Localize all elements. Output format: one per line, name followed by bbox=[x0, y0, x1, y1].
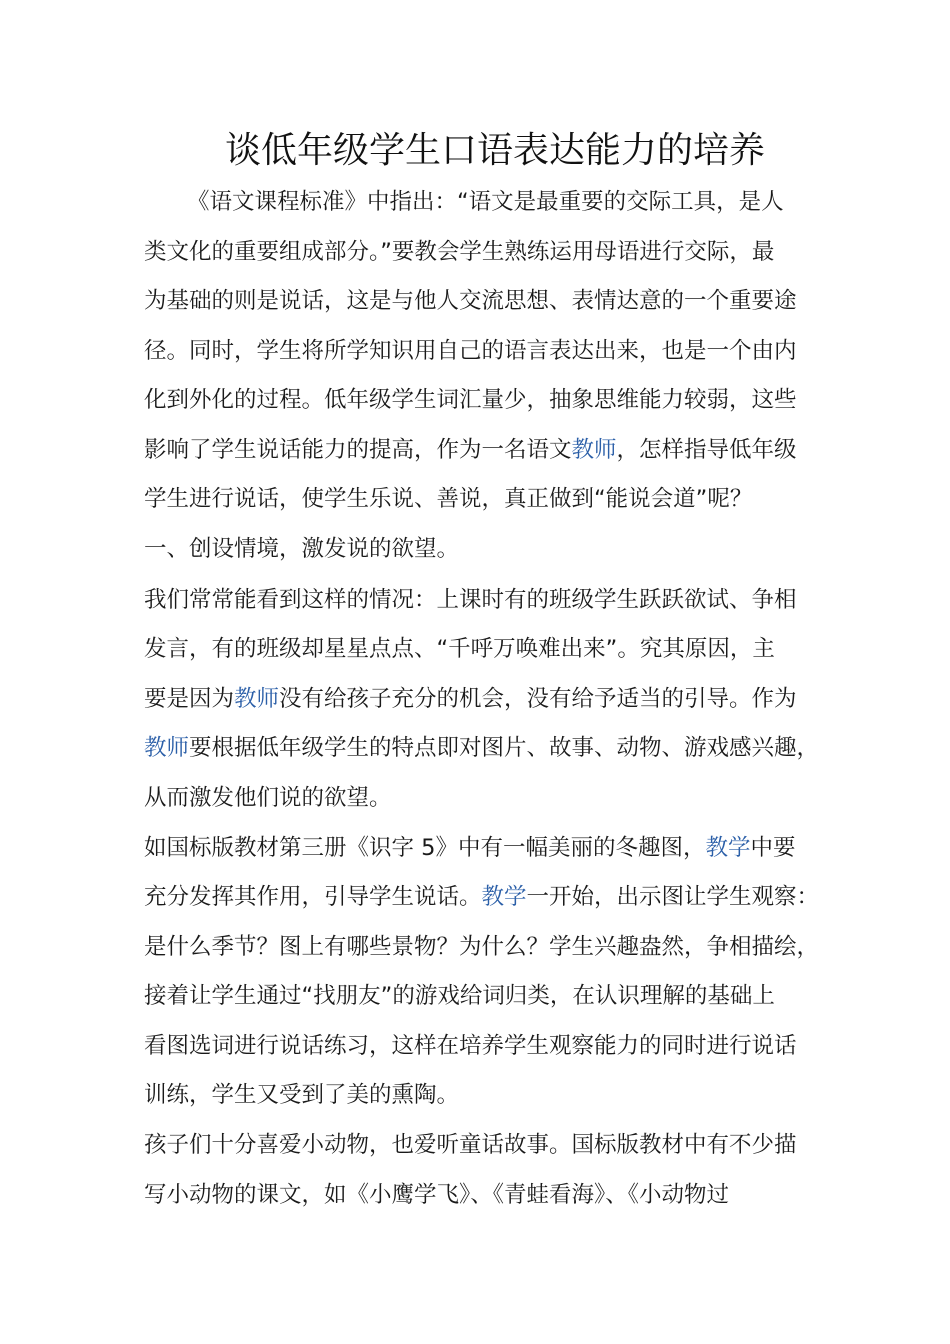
keyword-link[interactable]: 教学 bbox=[705, 835, 751, 861]
keyword-link[interactable]: 教师 bbox=[144, 735, 190, 761]
keyword-link[interactable]: 教师 bbox=[234, 686, 280, 712]
text: 训练，学生又受到了美的熏陶。 bbox=[144, 1082, 460, 1108]
text: 看图选词进行说话练习，这样在培养学生观察能力的同时进行说话 bbox=[144, 1033, 797, 1059]
body-line bbox=[144, 430, 797, 470]
text: 化到外化的过程。低年级学生词汇量少，抽象思维能力较弱，这些 bbox=[144, 387, 797, 413]
keyword-link[interactable]: 教师 bbox=[571, 437, 617, 463]
body-line bbox=[144, 778, 392, 818]
text: 接着让学生通过“找朋友”的游戏给词归类，在认识理解的基础上 bbox=[144, 983, 775, 1009]
text: 为基础的则是说话，这是与他人交流思想、表情达意的一个重要途 bbox=[144, 288, 797, 314]
keyword-link[interactable]: 教学 bbox=[481, 884, 527, 910]
text: 是什么季节？图上有哪些景物？为什么？学生兴趣盎然，争相描绘， bbox=[144, 934, 820, 960]
body-line bbox=[144, 1026, 797, 1066]
body-line bbox=[144, 232, 774, 272]
text: 从而激发他们说的欲望。 bbox=[144, 785, 392, 811]
text: 我们常常能看到这样的情况：上课时有的班级学生跃跃欲试、争相 bbox=[144, 587, 797, 613]
body-line bbox=[144, 580, 797, 620]
body-line bbox=[144, 976, 775, 1016]
body-line bbox=[144, 281, 797, 321]
body-line bbox=[144, 728, 819, 768]
text: 写小动物的课文，如《小鹰学飞》、《青蛙看海》、《小动物过 bbox=[144, 1182, 730, 1208]
body-line bbox=[144, 927, 819, 967]
body-line bbox=[144, 679, 797, 719]
body-line bbox=[144, 380, 797, 420]
text: 要是因为 bbox=[144, 686, 235, 712]
text: 一、创设情境，激发说的欲望。 bbox=[144, 536, 460, 562]
text: 径。同时，学生将所学知识用自己的语言表达出来，也是一个由内 bbox=[144, 338, 797, 364]
body-line bbox=[144, 1075, 459, 1115]
text: 充分发挥其作用，引导学生说话。 bbox=[144, 884, 482, 910]
text: 没有给孩子充分的机会，没有给予适当的引导。作为 bbox=[279, 686, 797, 712]
text: 如国标版教材第三册《识字 5》中有一幅美丽的冬趣图， bbox=[144, 835, 706, 861]
body-line bbox=[144, 629, 775, 669]
text: 要根据低年级学生的特点即对图片、故事、动物、游戏感兴趣， bbox=[189, 735, 820, 761]
body-line bbox=[144, 877, 819, 917]
text: 类文化的重要组成部分。”要教会学生熟练运用母语进行交际，最 bbox=[144, 239, 775, 265]
body-line bbox=[144, 828, 796, 868]
body-line bbox=[144, 1125, 797, 1165]
text: 发言，有的班级却星星点点、“千呼万唤难出来”。究其原因，主 bbox=[144, 636, 775, 662]
text: 学生进行说话，使学生乐说、善说，真正做到“能说会道”呢？ bbox=[144, 486, 753, 512]
section-heading bbox=[144, 529, 459, 569]
body-line bbox=[144, 331, 797, 371]
text: 孩子们十分喜爱小动物，也爱听童话故事。国标版教材中有不少描 bbox=[144, 1132, 797, 1158]
body-line bbox=[144, 479, 752, 519]
body-line bbox=[187, 182, 784, 222]
text: 影响了学生说话能力的提高，作为一名语文 bbox=[144, 437, 572, 463]
body-line bbox=[144, 1175, 729, 1215]
text: 《语文课程标准》中指出：“语文是最重要的交际工具，是人 bbox=[187, 189, 784, 215]
text: 中要 bbox=[750, 835, 796, 861]
page-title: 谈低年级学生口语表达能力的培养 bbox=[224, 130, 765, 171]
text: ，怎样指导低年级 bbox=[616, 437, 797, 463]
text: 一开始，出示图让学生观察： bbox=[526, 884, 820, 910]
